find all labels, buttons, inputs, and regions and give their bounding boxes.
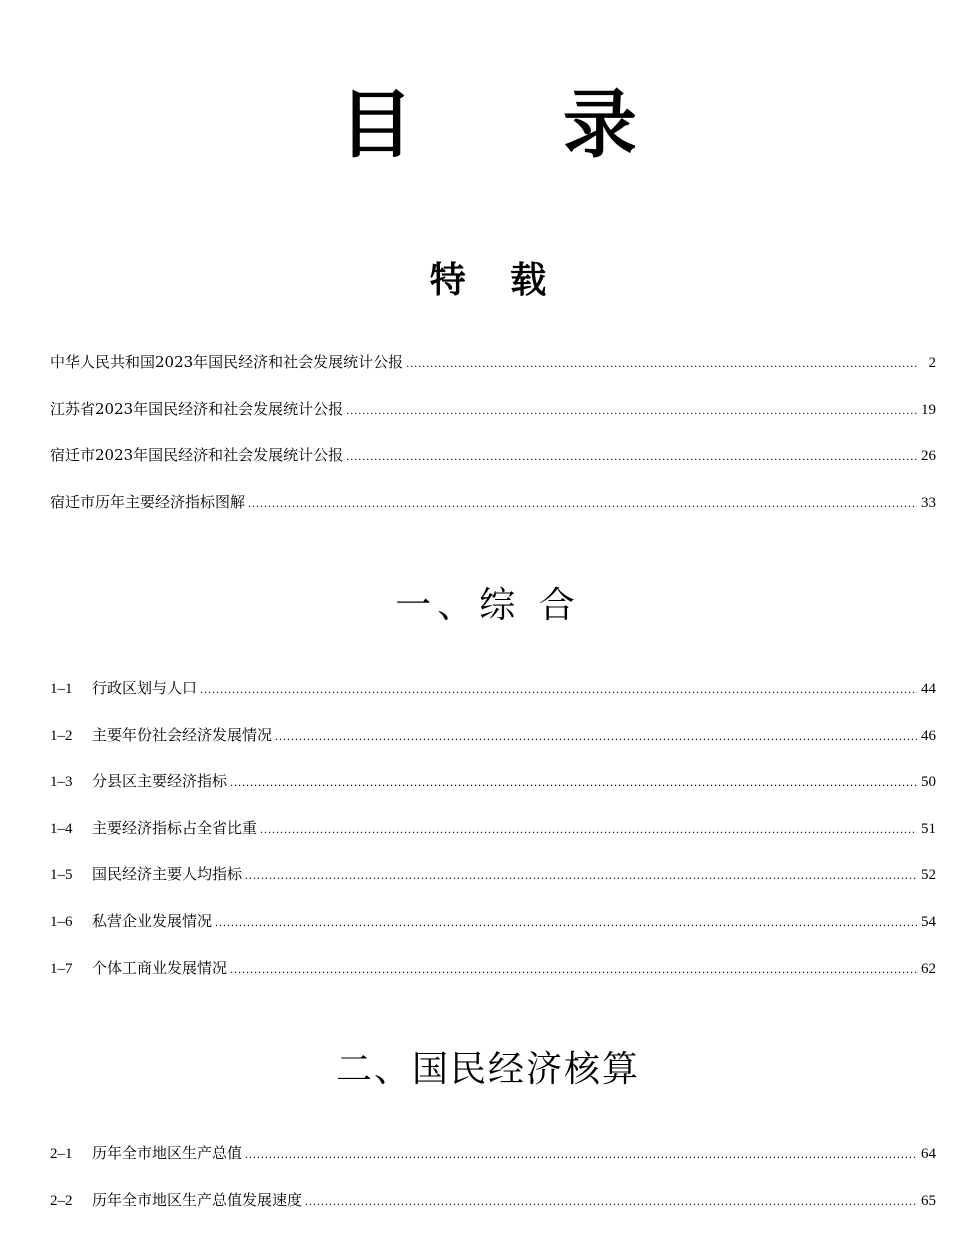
toc-entry[interactable] (50, 399, 936, 446)
dot-leader (215, 912, 917, 932)
section-heading-general: 一、综 合 (395, 585, 581, 626)
toc-entry-page: 54 (921, 913, 936, 930)
dot-leader (230, 959, 917, 979)
toc-list-general (50, 678, 936, 1004)
toc-entry-page: 62 (921, 960, 936, 977)
toc-entry-title: 主要经济指标占全省比重 (92, 818, 258, 837)
toc-entry-number: 1–7 (50, 960, 73, 977)
toc-entry-title: 中华人民共和国2023年国民经济和社会发展统计公报 (50, 353, 404, 371)
dot-leader (245, 1144, 917, 1164)
toc-entry-page: 19 (921, 401, 936, 418)
page-title: 目 录 (339, 82, 699, 168)
section-heading-special: 特 载 (429, 259, 563, 301)
toc-entry-page: 26 (921, 448, 936, 465)
toc-entry-title: 分县区主要经济指标 (92, 772, 228, 791)
toc-entry-title: 江苏省2023年国民经济和社会发展统计公报 (50, 399, 344, 418)
toc-entry[interactable] (50, 864, 936, 911)
dot-leader (200, 679, 917, 699)
toc-entry[interactable] (50, 1190, 936, 1237)
toc-entry-title: 宿迁市2023年国民经济和社会发展统计公报 (50, 446, 344, 465)
dot-leader (305, 1191, 917, 1211)
toc-entry[interactable] (50, 1143, 936, 1190)
dot-leader (260, 819, 917, 839)
dot-leader (275, 726, 917, 746)
toc-entry-title: 主要年份社会经济发展情况 (92, 725, 273, 744)
dot-leader (245, 865, 917, 885)
toc-entry-page: 46 (921, 727, 936, 744)
toc-entry-page: 33 (921, 494, 936, 511)
toc-entry[interactable] (50, 725, 936, 772)
toc-entry-title: 历年全市地区生产总值 (92, 1144, 243, 1162)
toc-entry-page: 52 (921, 867, 936, 884)
dot-leader (230, 772, 917, 792)
toc-entry-title: 行政区划与人口 (92, 679, 198, 697)
dot-leader (248, 493, 917, 513)
toc-entry-title: 宿迁市历年主要经济指标图解 (50, 492, 246, 511)
toc-entry-page: 64 (921, 1146, 936, 1162)
toc-list-special (50, 352, 936, 538)
toc-entry-title: 历年全市地区生产总值发展速度 (92, 1190, 303, 1209)
section-heading-national-accounts: 二、国民经济核算 (335, 1049, 640, 1090)
toc-entry[interactable] (50, 771, 936, 818)
toc-entry[interactable] (50, 445, 936, 492)
toc-entry-page: 65 (921, 1192, 936, 1209)
toc-entry-page: 51 (921, 820, 936, 837)
toc-entry-title: 私营企业发展情况 (92, 911, 213, 930)
toc-entry-number: 1–6 (50, 913, 73, 930)
toc-entry-number: 1–1 (50, 681, 73, 697)
toc-entry-title: 国民经济主要人均指标 (92, 865, 243, 884)
toc-entry[interactable] (50, 911, 936, 958)
toc-entry-number: 1–2 (50, 727, 73, 744)
toc-list-national-accounts (50, 1143, 936, 1236)
toc-entry-number: 2–2 (50, 1192, 73, 1209)
toc-entry-page: 2 (928, 355, 936, 371)
toc-entry-title: 个体工商业发展情况 (92, 958, 228, 977)
toc-entry-number: 2–1 (50, 1146, 73, 1162)
dot-leader (346, 446, 917, 466)
toc-entry[interactable] (50, 492, 936, 539)
toc-entry-number: 1–3 (50, 774, 73, 791)
dot-leader (346, 400, 917, 420)
toc-entry[interactable] (50, 352, 936, 399)
toc-entry[interactable] (50, 958, 936, 1005)
toc-entry[interactable] (50, 818, 936, 865)
dot-leader (406, 353, 917, 373)
toc-entry-number: 1–4 (50, 820, 73, 837)
toc-entry[interactable] (50, 678, 936, 725)
toc-entry-page: 44 (921, 681, 936, 697)
toc-entry-page: 50 (921, 774, 936, 791)
toc-entry-number: 1–5 (50, 867, 73, 884)
